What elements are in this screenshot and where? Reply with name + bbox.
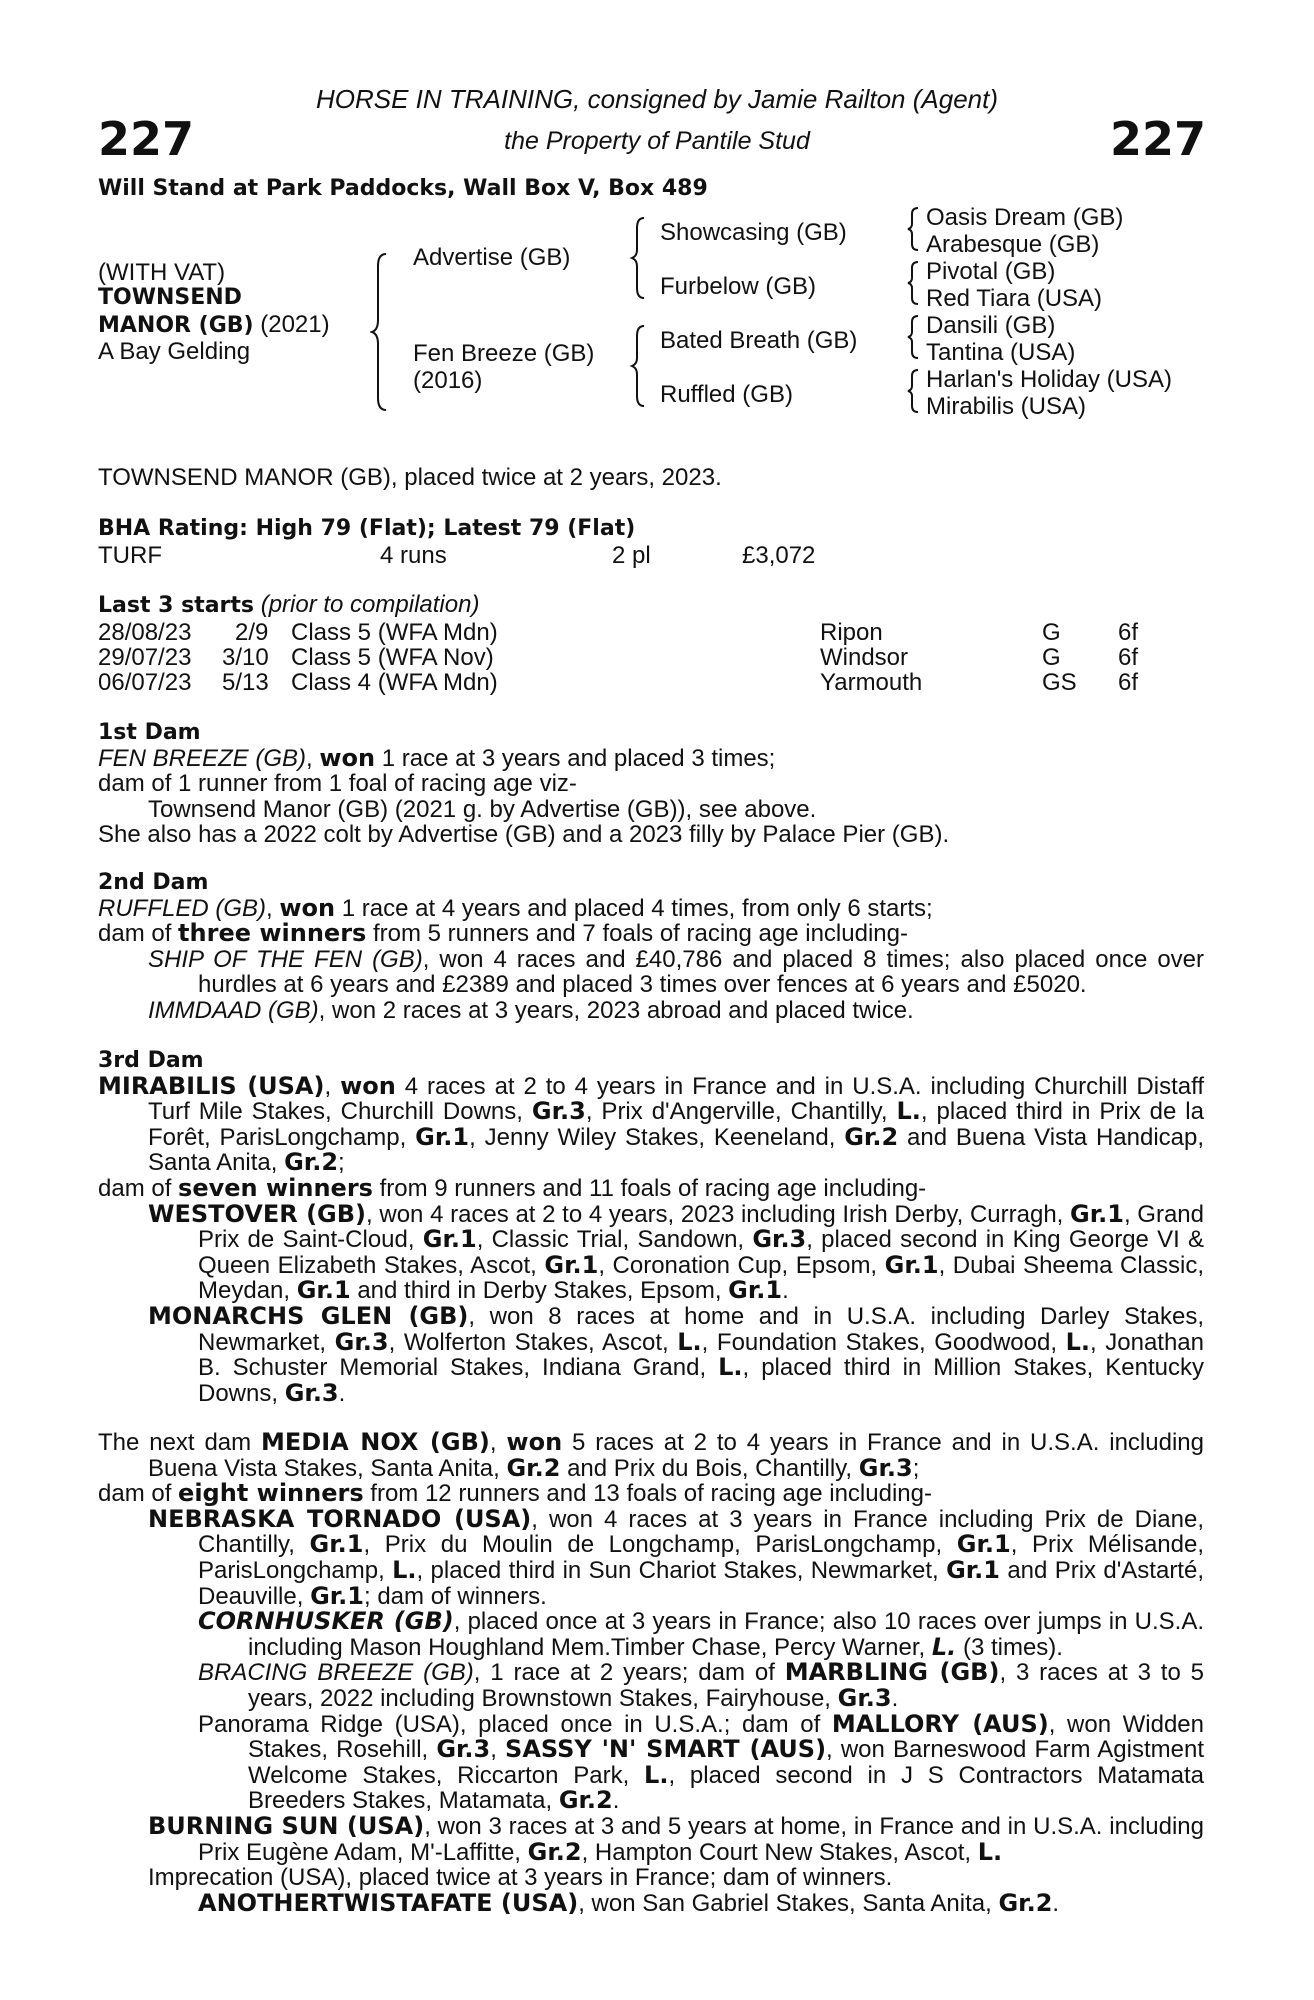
text: , won 3 races at 3 and 5 years at home, in France and in U.S.A. including Prix Eugène Adam, M'-Laffitte, (198, 1812, 1205, 1866)
start-date: 06/07/23 (98, 669, 192, 696)
text: , Dubai Sheema Classic, Meydan, (198, 1251, 1205, 1305)
produce-name: MARBLING (GB) (784, 1658, 1000, 1687)
grade: L. (1065, 1327, 1090, 1356)
grade: Gr.3 (436, 1735, 491, 1764)
text: , Grand Prix de Saint-Cloud, (198, 1200, 1204, 1254)
text: , won Widden Stakes, Rosehill, (248, 1710, 1204, 1764)
second-dam-section (98, 870, 1204, 1024)
produce-entry (148, 998, 1204, 1024)
produce-name: IMMDAAD (GB) (148, 996, 319, 1024)
second-dam-line (98, 893, 1204, 922)
text: , Hampton Court New Stakes, Ascot, (581, 1838, 978, 1866)
text: and Prix d'Astarté, Deauville, (198, 1556, 1204, 1610)
grade: L. (718, 1353, 743, 1382)
last-starts-note: (prior to compilation) (254, 591, 480, 618)
vat-note: (WITH VAT) (98, 259, 226, 286)
granddam-1: Oasis Dream (GB) (926, 204, 1124, 231)
last-starts-title: Last 3 starts (98, 593, 255, 618)
produce-entry: Imprecation (USA), placed twice at 3 years in France; dam of winners. (148, 1864, 893, 1892)
first-dam-line (98, 743, 1204, 772)
grade: L. (392, 1555, 417, 1584)
text: (3 times). (956, 1633, 1063, 1661)
text: , Foundation Stakes, Goodwood, (701, 1328, 1066, 1356)
won-label: won (506, 1428, 563, 1456)
next-dam-section (98, 1430, 1204, 1916)
produce-entry (198, 1660, 1204, 1711)
rating-earnings: £3,072 (742, 542, 816, 569)
sire-name: Advertise (GB) (413, 244, 571, 271)
start-course: Ripon (820, 619, 883, 646)
grade: Gr.1 (296, 1276, 351, 1305)
grade: Gr.1 (309, 1530, 364, 1559)
produce-entry (148, 1504, 1204, 1610)
grade: Gr.2 (998, 1888, 1053, 1917)
start-distance: 6f (1118, 619, 1139, 646)
granddam-5: Dansili (GB) (926, 312, 1056, 339)
text: 1 race at 4 years and placed 4 times, from only 6 starts; (335, 894, 933, 922)
start-position: 5/13 (222, 669, 269, 696)
produce-name: WESTOVER (GB) (148, 1199, 367, 1228)
third-dam-line (98, 1071, 1205, 1177)
next-dam-name: MEDIA NOX (GB) (261, 1428, 490, 1456)
text: The next dam (98, 1429, 261, 1456)
text: , Prix d'Angerville, Chantilly, (585, 1098, 897, 1126)
text: ; (912, 1454, 920, 1482)
text: , won Barneswood Farm Agistment Welcome Stakes, Riccarton Park, (248, 1736, 1205, 1789)
first-dam-note: She also has a 2022 colt by Advertise (GB) and a 2023 filly by Palace Pier (GB). (98, 821, 950, 849)
grade: Gr.3 (284, 1378, 339, 1407)
start-course: Windsor (820, 644, 909, 671)
pedigree-brace-g3 (906, 314, 922, 360)
second-dam-heading: 2nd Dam (98, 870, 209, 895)
produce-name: SASSY 'N' SMART (AUS) (505, 1735, 827, 1764)
next-dam-produce-intro (98, 1481, 1204, 1507)
horse-name-line1: TOWNSEND (98, 285, 242, 310)
winners-count: eight winners (178, 1479, 364, 1508)
horse-year: (2021) (253, 311, 330, 338)
grade: Gr.1 (415, 1122, 470, 1151)
granddam-6: Tantina (USA) (926, 339, 1076, 366)
winners-count: seven winners (178, 1173, 373, 1202)
granddam-3: Pivotal (GB) (926, 258, 1056, 285)
text: , won 4 races at 2 to 4 years, 2023 including Irish Derby, Curragh, (366, 1200, 1071, 1228)
text: , placed third in Prix de la Forêt, ParisLongchamp, (148, 1098, 1204, 1151)
text: and third in Derby Stakes, Epsom, (350, 1277, 729, 1305)
text: . (338, 1379, 346, 1407)
produce-name: ANOTHERTWISTAFATE (USA) (198, 1888, 579, 1917)
text: , Jenny Wiley Stakes, Keeneland, (469, 1123, 845, 1151)
text: , won San Gabriel Stakes, Santa Anita, (578, 1889, 999, 1917)
text: . (612, 1787, 620, 1815)
produce-name: BURNING SUN (USA) (148, 1811, 425, 1840)
lot-number-right: 227 (1109, 112, 1206, 166)
grade: Gr.3 (837, 1683, 892, 1712)
text: 5 races at 2 to 4 years in France and in U.S.A. including Buena Vista Stakes, Santa Anita, (148, 1429, 1204, 1482)
granddam-2: Arabesque (GB) (926, 231, 1100, 258)
text: , placed once at 3 years in France; also 10 races over jumps in U.S.A. including Mason Houghland Mem.Timber Chase, Percy Warner, (248, 1608, 1204, 1661)
pedigree-brace-dam (630, 324, 648, 408)
produce-entry (148, 1301, 1205, 1407)
third-dam-produce-intro (98, 1173, 1204, 1202)
text: dam of (98, 1480, 179, 1508)
first-dam-heading: 1st Dam (98, 720, 201, 745)
text: ; dam of winners. (364, 1582, 547, 1610)
text: , Prix Mélisande, ParisLongchamp, (198, 1531, 1204, 1584)
pedigree-brace-sire (630, 216, 648, 300)
text: and Prix du Bois, Chantilly, (560, 1454, 859, 1482)
text: , 3 races at 3 to 5 years, 2022 including Brownstown Stakes, Fairyhouse, (248, 1659, 1204, 1712)
third-dam-section (98, 1048, 1204, 1406)
text: Panorama Ridge (USA), placed once in U.S.A.; dam of (198, 1710, 832, 1738)
text: and Buena Vista Handicap, Santa Anita, (148, 1123, 1205, 1177)
text: , (306, 744, 320, 772)
grade: Gr.1 (946, 1555, 1000, 1584)
text: , (490, 1736, 506, 1764)
text: , Classic Trial, Sandown, (476, 1226, 753, 1254)
winners-count: three winners (178, 919, 367, 948)
produce-entry (198, 1709, 1205, 1815)
first-dam-name: FEN BREEZE (GB) (98, 744, 307, 772)
won-label: won (279, 893, 336, 922)
produce-entry (148, 947, 1204, 998)
grade: Gr.1 (728, 1276, 783, 1305)
produce-entry (198, 1609, 1204, 1660)
produce-name: BRACING BREEZE (GB) (198, 1659, 474, 1687)
property-line: the Property of Pantile Stud (504, 127, 810, 155)
dam-year: (2016) (413, 367, 483, 394)
grade: Gr.3 (858, 1453, 913, 1482)
grade: Gr.3 (752, 1225, 807, 1254)
produce-entry (148, 1811, 1205, 1866)
text: , won 8 races at home and in U.S.A. including Darley Stakes, Newmarket, (198, 1302, 1205, 1356)
next-dam-line (98, 1430, 1204, 1481)
text: , won 4 races and £40,786 and placed 8 times; also placed once over hurdles at 6 years and £2389 and placed 3 times over fences at 6 years and £5020. (198, 945, 1205, 999)
grade: Gr.1 (956, 1530, 1011, 1559)
won-label: won (319, 743, 376, 772)
text: , won 2 races at 3 years, 2023 abroad and placed twice. (318, 996, 914, 1024)
produce-name: NEBRASKA TORNADO (USA) (148, 1504, 532, 1533)
start-race: Class 5 (WFA Nov) (291, 644, 494, 671)
produce-name: CORNHUSKER (GB) (198, 1607, 454, 1636)
granddam-7: Harlan's Holiday (USA) (926, 366, 1172, 393)
grade: L. (931, 1632, 957, 1661)
bha-rating: BHA Rating: High 79 (Flat); Latest 79 (Flat) (98, 516, 636, 541)
horse-name-suffix: MANOR (GB) (98, 313, 254, 338)
text: , Wolferton Stakes, Ascot, (388, 1328, 678, 1356)
text: 4 races at 2 to 4 years in France and in U.S.A. including Churchill Distaff Turf Mile Stakes, Churchill Downs, (148, 1072, 1204, 1126)
grade: Gr.2 (844, 1122, 899, 1151)
text: , Prix du Moulin de Longchamp, ParisLongchamp, (363, 1531, 957, 1559)
grade: Gr.2 (506, 1453, 561, 1482)
text: . (1052, 1889, 1060, 1917)
text: . (782, 1277, 789, 1305)
pedigree-brace-g1 (906, 206, 922, 252)
second-dam-produce-intro (98, 921, 1204, 947)
grade: L. (644, 1760, 669, 1789)
start-race: Class 4 (WFA Mdn) (291, 669, 498, 696)
produce-entry (198, 1888, 1204, 1917)
text: . (891, 1684, 899, 1712)
grade: Gr.1 (422, 1225, 477, 1254)
start-date: 29/07/23 (98, 644, 192, 671)
text: , placed second in J S Contractors Matamata Breeders Stakes, Matamata, (248, 1761, 1204, 1815)
second-dam-name: RUFFLED (GB) (98, 894, 266, 922)
grade: L. (677, 1327, 702, 1356)
start-going: G (1042, 619, 1061, 646)
third-dam-name: MIRABILIS (USA) (98, 1071, 325, 1100)
text: ; (338, 1149, 345, 1177)
grade: L. (977, 1837, 1003, 1866)
grade: Gr.1 (884, 1250, 939, 1279)
pedigree-brace-g4 (906, 368, 922, 414)
first-dam-section (98, 720, 1204, 848)
consignor-line: HORSE IN TRAINING, consigned by Jamie Railton (Agent) (315, 84, 999, 114)
rating-placed: 2 pl (612, 542, 651, 569)
text: , Jonathan B. Schuster Memorial Stakes, Indiana Grand, (198, 1328, 1205, 1382)
start-course: Yarmouth (820, 669, 923, 696)
lot-number-left: 227 (98, 112, 195, 166)
pedigree-brace-main (370, 252, 390, 412)
third-dam-heading: 3rd Dam (98, 1048, 204, 1073)
dam-dam: Ruffled (GB) (660, 381, 793, 408)
start-position: 3/10 (222, 644, 269, 671)
first-dam-produce-intro: dam of 1 runner from 1 foal of racing age viz- (98, 770, 577, 798)
text: , Coronation Cup, Epsom, (598, 1251, 885, 1279)
start-going: GS (1042, 669, 1077, 696)
grade: Gr.1 (1070, 1199, 1124, 1228)
grade: Gr.2 (284, 1148, 339, 1177)
sire-dam: Furbelow (GB) (660, 273, 817, 300)
text: , (266, 894, 280, 922)
rating-surface: TURF (98, 542, 162, 569)
last-starts-heading (98, 592, 479, 619)
granddam-4: Red Tiara (USA) (926, 285, 1103, 312)
text: dam of (98, 1174, 179, 1202)
dam-sire: Bated Breath (GB) (660, 327, 858, 354)
dam-name: Fen Breeze (GB) (413, 340, 595, 367)
text: from 5 runners and 7 foals of racing age including- (366, 920, 908, 948)
rating-runs: 4 runs (380, 542, 447, 569)
first-dam-produce: Townsend Manor (GB) (2021 g. by Advertise (GB)), see above. (148, 795, 817, 823)
grade: Gr.1 (544, 1250, 599, 1279)
start-race: Class 5 (WFA Mdn) (291, 619, 498, 646)
text: , placed second in King George VI & Queen Elizabeth Stakes, Ascot, (198, 1226, 1205, 1279)
horse-summary: TOWNSEND MANOR (GB), placed twice at 2 years, 2023. (98, 464, 722, 491)
text: 1 race at 3 years and placed 3 times; (375, 744, 776, 772)
produce-entry (148, 1199, 1205, 1305)
text: , (489, 1429, 507, 1456)
text: , placed third in Sun Chariot Stakes, Newmarket, (416, 1556, 947, 1584)
produce-name: MONARCHS GLEN (GB) (148, 1301, 469, 1330)
text: from 9 runners and 11 foals of racing age including- (372, 1174, 927, 1202)
grade: Gr.3 (334, 1327, 389, 1356)
grade: Gr.3 (531, 1097, 586, 1126)
grade: L. (896, 1097, 921, 1126)
grade: Gr.2 (558, 1786, 613, 1815)
start-distance: 6f (1118, 669, 1139, 696)
produce-name: SHIP OF THE FEN (GB) (148, 945, 423, 973)
grade: Gr.1 (310, 1581, 364, 1610)
sire-sire: Showcasing (GB) (660, 219, 847, 246)
start-position: 2/9 (235, 619, 269, 646)
won-label: won (340, 1071, 396, 1100)
grade: Gr.2 (527, 1837, 582, 1866)
start-distance: 6f (1118, 644, 1139, 671)
start-going: G (1042, 644, 1061, 671)
granddam-8: Mirabilis (USA) (926, 393, 1087, 420)
text: , (324, 1072, 341, 1100)
pedigree-brace-g2 (906, 260, 922, 306)
start-date: 28/08/23 (98, 619, 192, 646)
horse-name-line2 (98, 312, 330, 339)
text: dam of (98, 920, 179, 948)
text: , 1 race at 2 years; dam of (473, 1659, 785, 1687)
horse-description: A Bay Gelding (98, 338, 251, 365)
produce-name: MALLORY (AUS) (831, 1709, 1049, 1738)
text: from 12 runners and 13 foals of racing age including- (363, 1480, 932, 1508)
text: , won 4 races at 3 years in France including Prix de Diane, Chantilly, (198, 1505, 1204, 1559)
stand-location: Will Stand at Park Paddocks, Wall Box V, Box 489 (98, 176, 708, 201)
text: , placed third in Million Stakes, Kentucky Downs, (198, 1354, 1204, 1407)
